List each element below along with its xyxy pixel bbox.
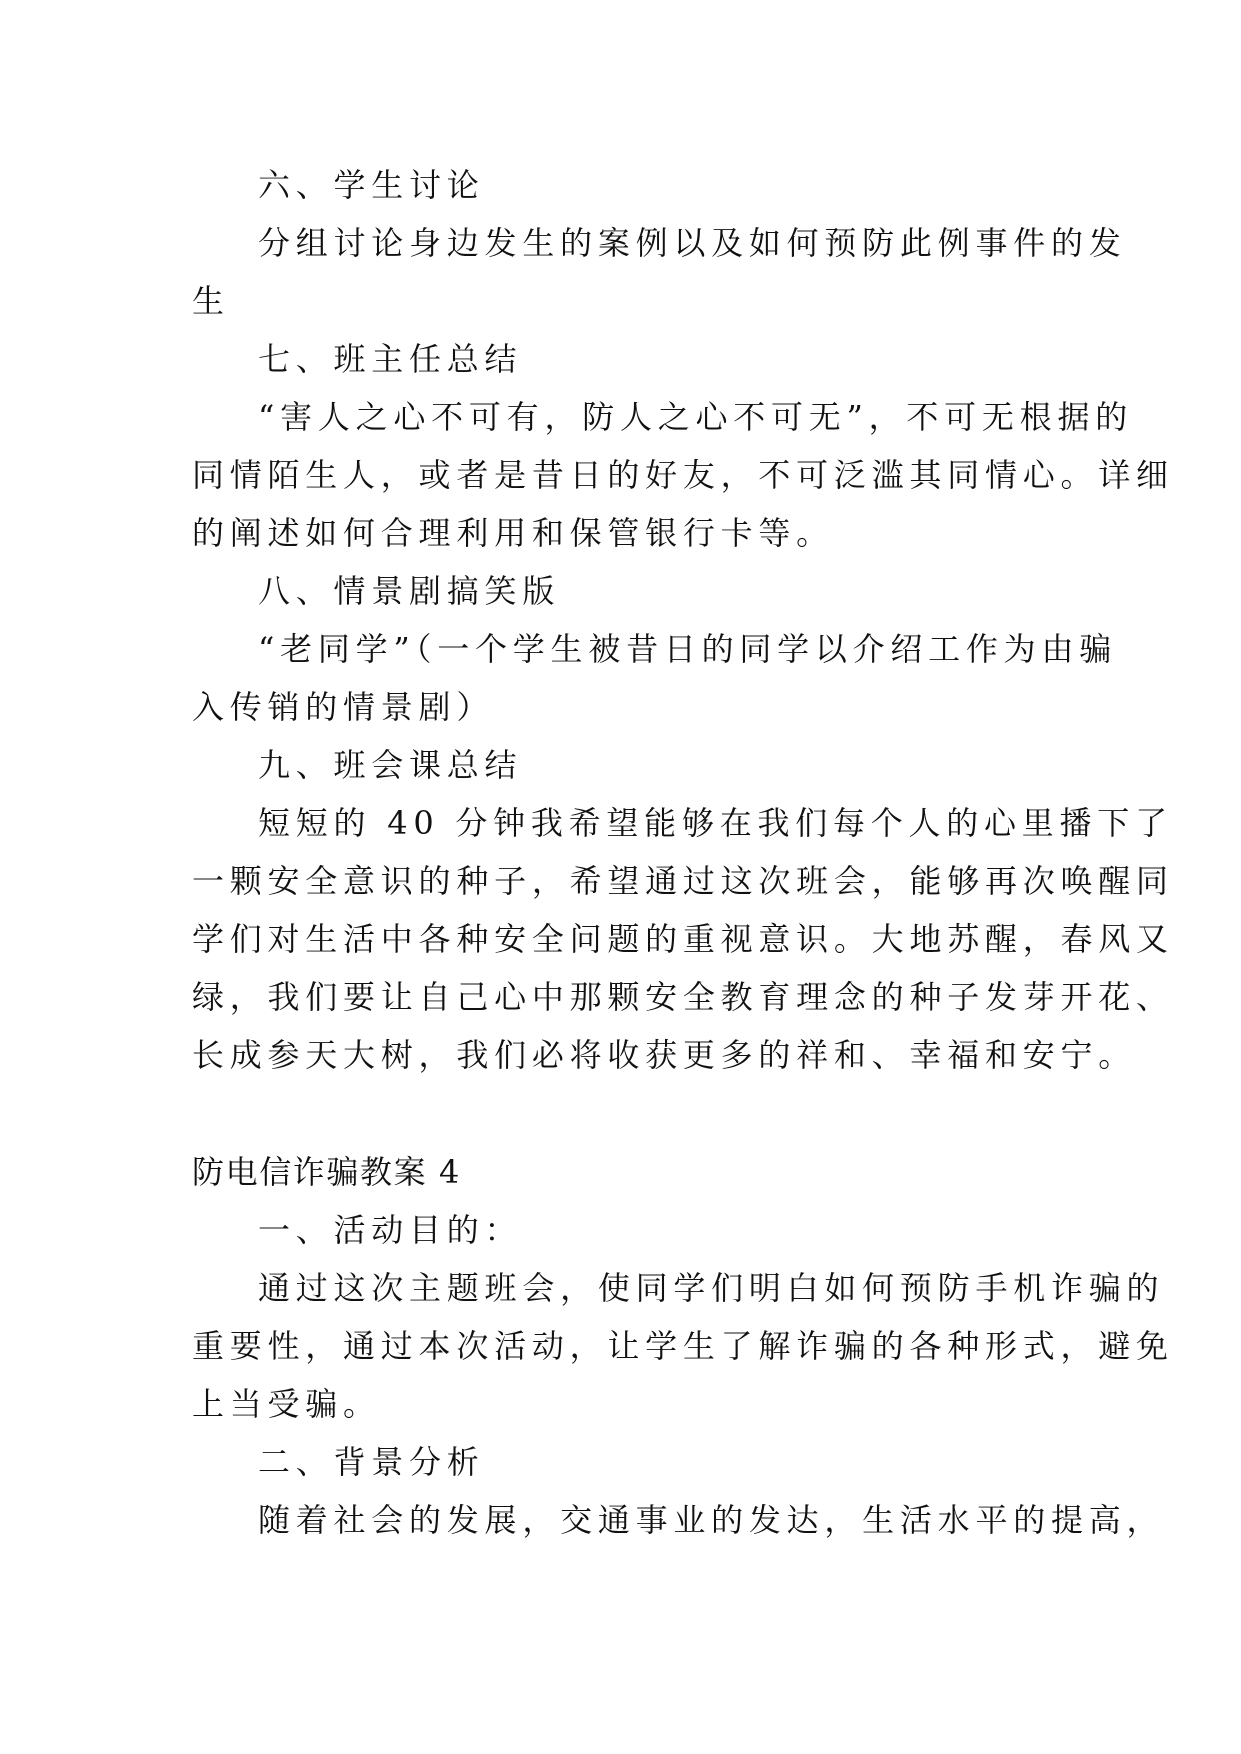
paragraph-line: 学们对生活中各种安全问题的重视意识。大地苏醒，春风又 — [192, 920, 1174, 958]
section-heading-skit: 八、情景剧搞笑版 — [258, 572, 561, 610]
section-heading-class-summary: 九、班会课总结 — [258, 746, 523, 784]
paragraph-line: 短短的 40 分钟我希望能够在我们每个人的心里播下了 — [258, 804, 1173, 842]
paragraph-line: 分组讨论身边发生的案例以及如何预防此例事件的发 — [258, 224, 1127, 262]
paragraph-line: “老同学”（一个学生被昔日的同学以介绍工作为由骗 — [258, 630, 1117, 668]
section-heading-student-discussion: 六、学生讨论 — [258, 166, 485, 204]
paragraph-line: 上当受骗。 — [192, 1385, 381, 1423]
section-heading-activity-goal: 一、活动目的： — [258, 1211, 523, 1249]
paragraph-line: 重要性，通过本次活动，让学生了解诈骗的各种形式，避免 — [192, 1327, 1174, 1365]
section-heading-background: 二、背景分析 — [258, 1443, 485, 1481]
paragraph-line: “害人之心不可有，防人之心不可无”，不可无根据的 — [258, 398, 1133, 436]
section-heading-teacher-summary: 七、班主任总结 — [258, 340, 523, 378]
paragraph-line: 随着社会的发展，交通事业的发达，生活水平的提高， — [258, 1501, 1165, 1539]
paragraph-line: 入传销的情景剧） — [192, 688, 495, 726]
paragraph-line: 长成参天大树，我们必将收获更多的祥和、幸福和安宁。 — [192, 1036, 1137, 1074]
paragraph-line: 生 — [192, 282, 230, 320]
paragraph-line: 一颗安全意识的种子，希望通过这次班会，能够再次唤醒同 — [192, 862, 1174, 900]
paragraph-line: 同情陌生人，或者是昔日的好友，不可泛滥其同情心。详细 — [192, 456, 1174, 494]
document-title: 防电信诈骗教案 4 — [192, 1153, 461, 1191]
paragraph-line: 的阐述如何合理利用和保管银行卡等。 — [192, 514, 834, 552]
paragraph-line: 绿，我们要让自己心中那颗安全教育理念的种子发芽开花、 — [192, 978, 1174, 1016]
paragraph-line: 通过这次主题班会，使同学们明白如何预防手机诈骗的 — [258, 1269, 1165, 1307]
